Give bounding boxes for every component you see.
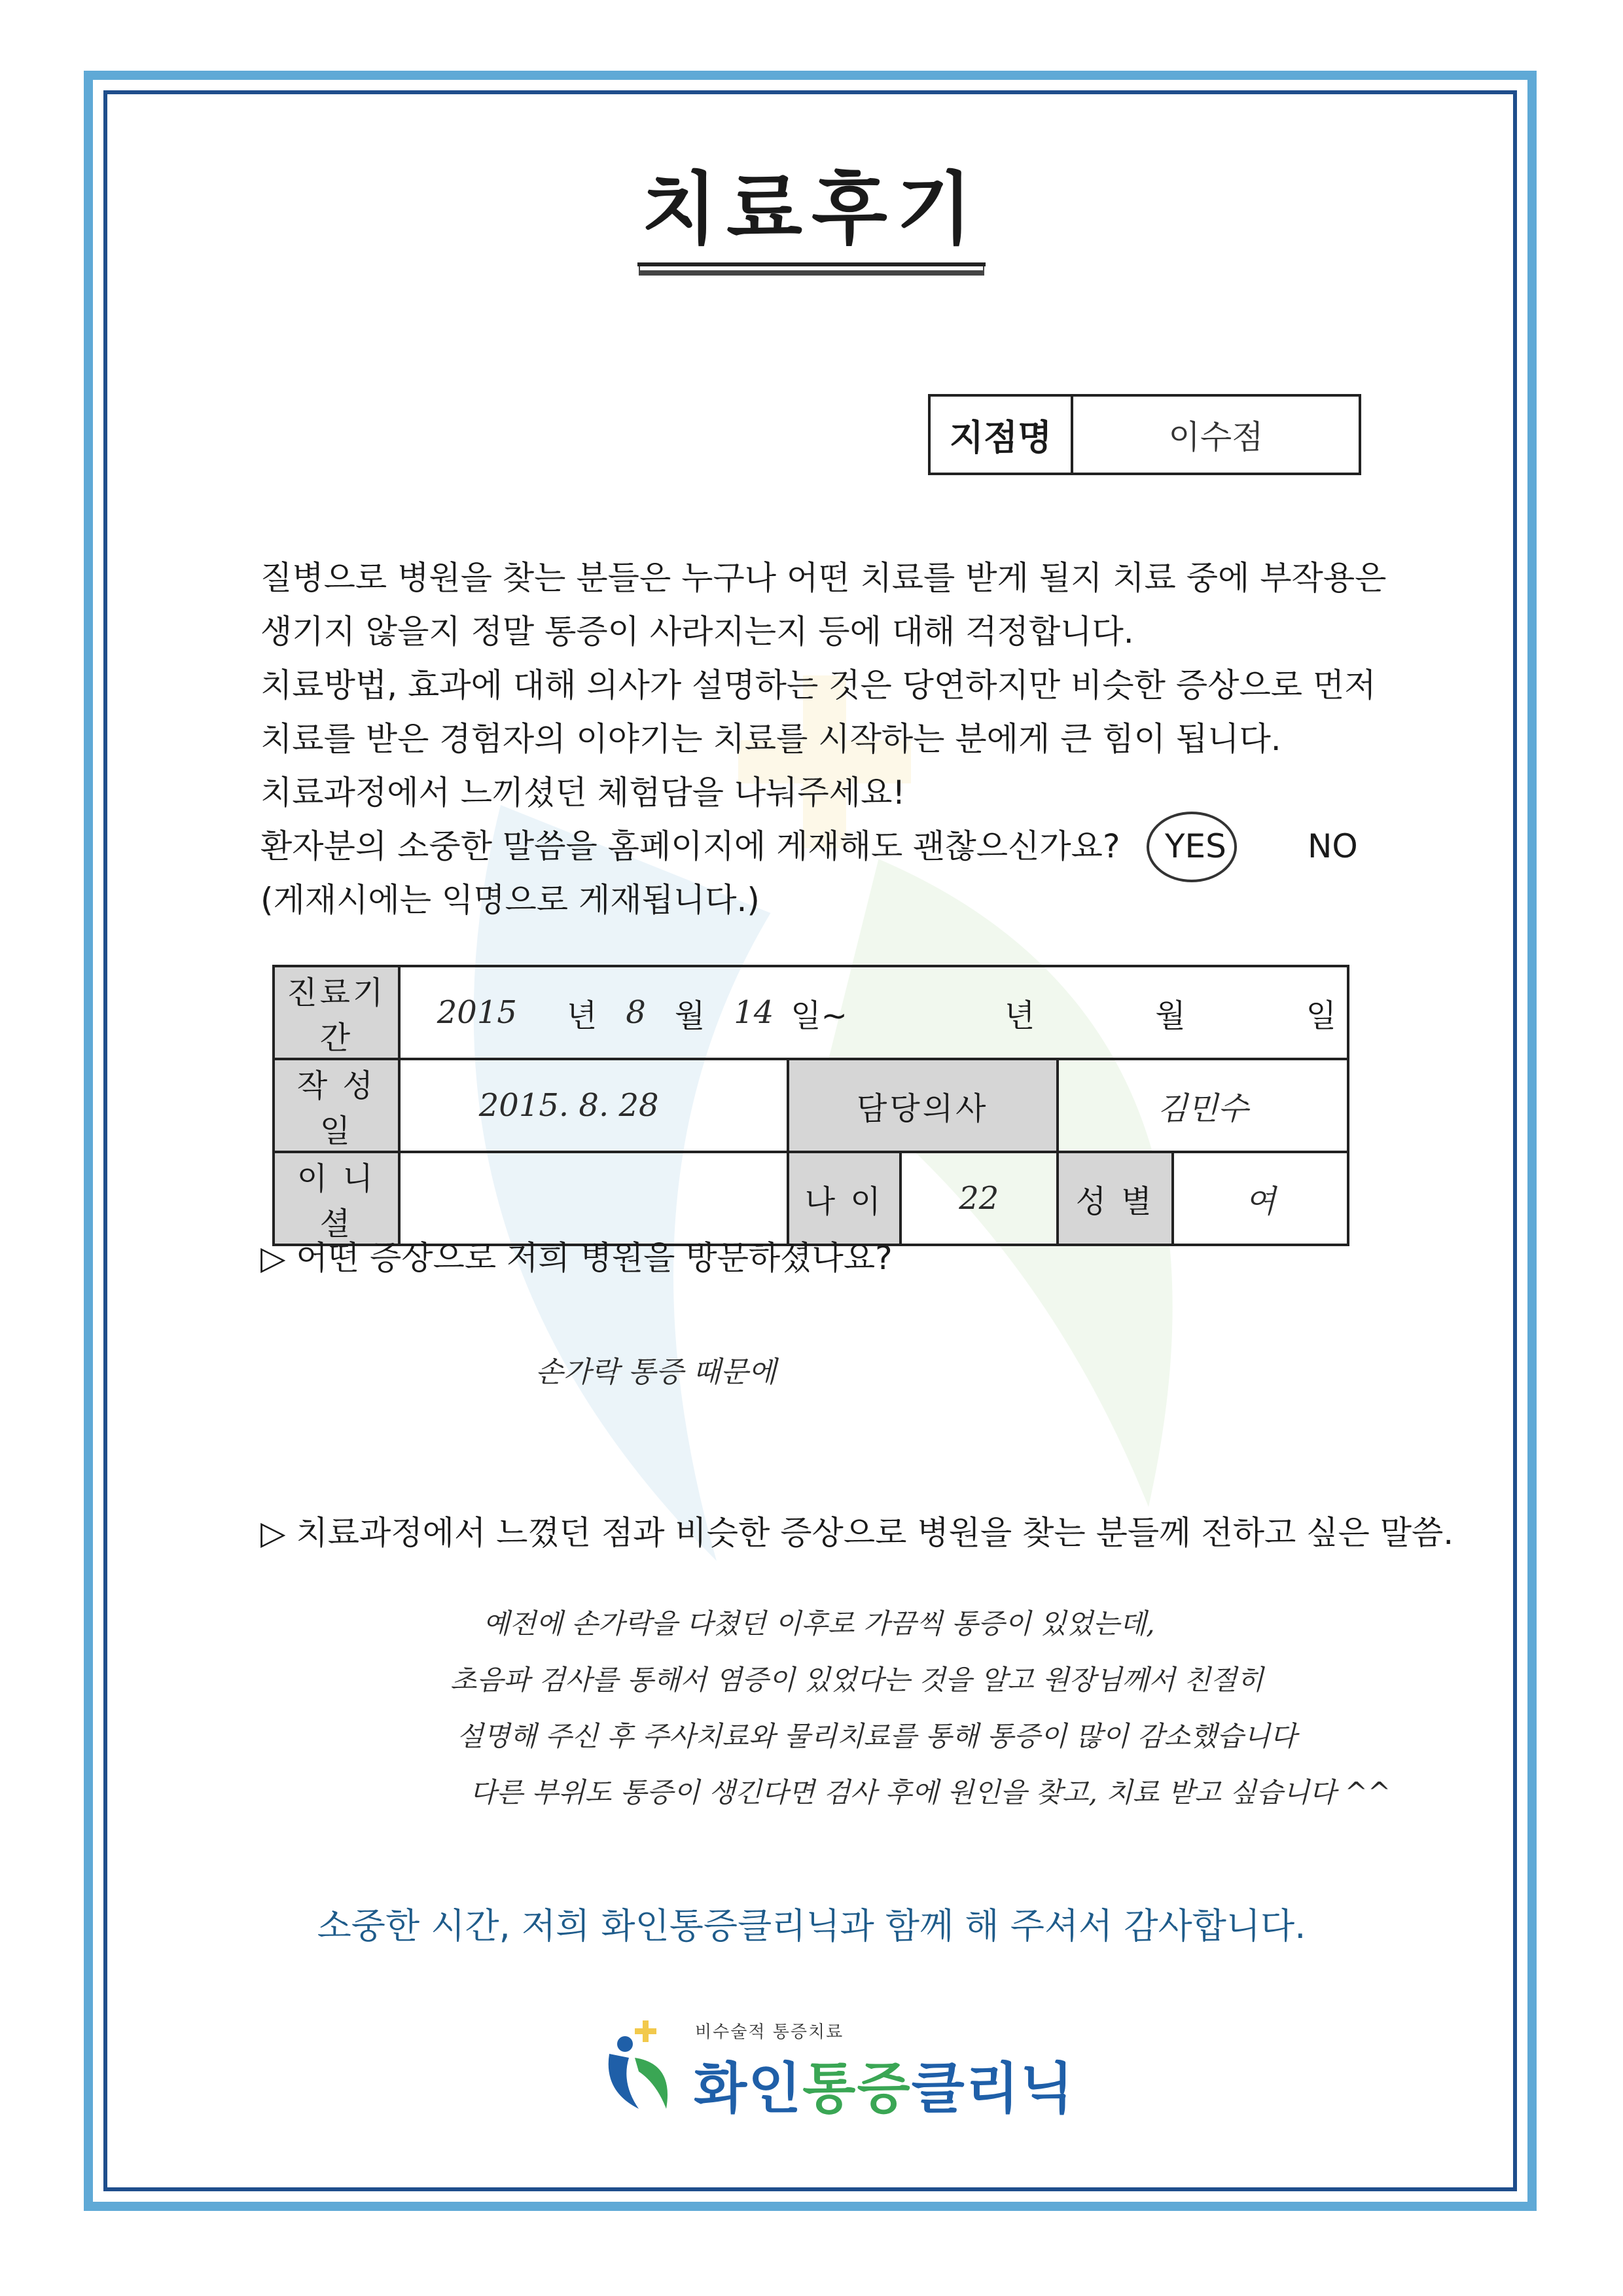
page-title: 치료후기 xyxy=(0,167,1623,266)
period-start-month: 8 xyxy=(626,994,646,1031)
age-label: 나 이 xyxy=(788,1152,901,1245)
clinic-logo xyxy=(596,2015,1075,2121)
answer-2-line: 설명해 주신 후 주사치료와 물리치료를 통해 통증이 많이 감소했습니다 xyxy=(457,1720,1297,1752)
answer-2[interactable] xyxy=(450,1596,1391,1821)
branch-label: 지점명 xyxy=(931,397,1073,473)
question-1 xyxy=(260,1232,893,1279)
yes-option[interactable]: YES xyxy=(1165,819,1226,873)
clinic-logo-icon xyxy=(596,2015,694,2113)
age-value[interactable]: 22 xyxy=(901,1152,1058,1245)
triangle-marker-icon: ▷ xyxy=(260,1239,286,1277)
period-day-unit: 일~ xyxy=(791,997,847,1034)
written-date-value[interactable]: 2015. 8. 28 xyxy=(399,1059,788,1152)
period-start-year: 2015 xyxy=(437,994,517,1031)
answer-2-line: 초음파 검사를 통해서 염증이 있었다는 것을 알고 원장님께서 친절히 xyxy=(450,1664,1264,1696)
initials-value[interactable] xyxy=(399,1152,788,1245)
question-1-text: 어떤 증상으로 저희 병원을 방문하셨나요? xyxy=(296,1239,893,1277)
intro-line: 생기지 않을지 정말 통증이 사라지는지 등에 대해 걱정합니다. xyxy=(260,613,1134,651)
triangle-marker-icon: ▷ xyxy=(260,1514,286,1552)
period-label: 진료기간 xyxy=(274,966,399,1059)
period-value[interactable] xyxy=(399,966,1348,1059)
intro-line: 질병으로 병원을 찾는 분들은 누구나 어떤 치료를 받게 될지 치료 중에 부작용은 xyxy=(260,559,1387,597)
question-2 xyxy=(260,1507,1454,1554)
gender-value[interactable]: 여 xyxy=(1173,1152,1348,1245)
patient-info-table xyxy=(272,965,1349,1246)
doctor-value[interactable]: 김민수 xyxy=(1058,1059,1348,1152)
period-month-unit: 월 xyxy=(674,997,705,1034)
branch-box xyxy=(928,394,1361,475)
intro-line: 치료방법, 효과에 대해 의사가 설명하는 것은 당연하지만 비슷한 증상으로 먼저 xyxy=(260,666,1376,704)
gender-label: 성 별 xyxy=(1058,1152,1173,1245)
intro-line: 치료과정에서 느끼셨던 체험담을 나눠주세요! xyxy=(260,774,906,812)
doctor-label: 담당의사 xyxy=(788,1059,1058,1152)
intro-line: 치료를 받은 경험자의 이야기는 치료를 시작하는 분에게 큰 힘이 됩니다. xyxy=(260,720,1281,758)
anonymous-note: (게재시에는 익명으로 게재됩니다.) xyxy=(260,881,760,919)
closing-message: 소중한 시간, 저희 화인통증클리닉과 함께 해 주셔서 감사합니다. xyxy=(317,1905,1306,1946)
period-end-month-unit: 월 xyxy=(1155,997,1186,1034)
answer-1[interactable]: 손가락 통증 때문에 xyxy=(535,1355,777,1389)
branch-value[interactable]: 이수점 xyxy=(1168,418,1264,456)
no-option[interactable]: NO xyxy=(1308,827,1358,865)
intro-text xyxy=(260,551,1387,927)
period-end-day-unit: 일 xyxy=(1306,997,1336,1034)
answer-2-line: 다른 부위도 통증이 생긴다면 검사 후에 원인을 찾고, 치료 받고 싶습니다 ^^ xyxy=(470,1776,1391,1808)
written-date-label: 작 성 일 xyxy=(274,1059,399,1152)
consent-line xyxy=(260,819,1373,873)
consent-question: 환자분의 소중한 말씀을 홈페이지에 게재해도 괜찮으신가요? xyxy=(260,827,1120,865)
period-end-year-unit: 년 xyxy=(1004,997,1035,1034)
period-year-unit: 년 xyxy=(566,997,597,1034)
initials-label: 이 니 셜 xyxy=(274,1152,399,1245)
answer-2-line: 예전에 손가락을 다쳤던 이후로 가끔씩 통증이 있었는데, xyxy=(483,1607,1155,1640)
period-start-day: 14 xyxy=(734,994,774,1031)
logo-name: 화인통증클리닉 xyxy=(694,2056,1075,2121)
question-2-text: 치료과정에서 느꼈던 점과 비슷한 증상으로 병원을 찾는 분들께 전하고 싶은 말씀. xyxy=(296,1514,1454,1552)
yes-selected-circle-icon xyxy=(1147,812,1237,882)
logo-tagline: 비수술적 통증치료 xyxy=(695,2022,844,2042)
